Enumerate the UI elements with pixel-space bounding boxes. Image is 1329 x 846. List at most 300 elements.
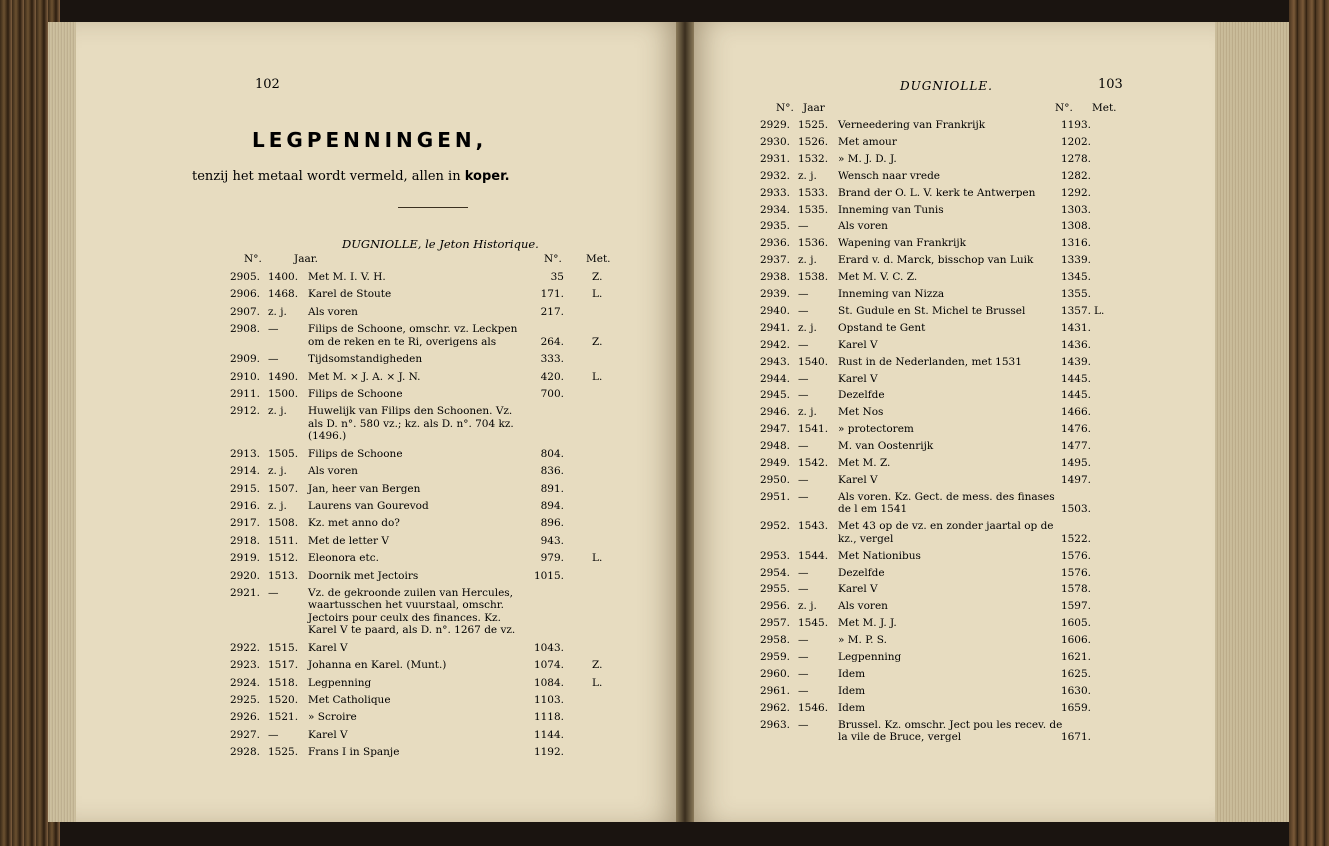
section-heading: DUGNIOLLE, le Jeton Historique. (342, 237, 539, 251)
page-subtitle (192, 169, 510, 184)
table-row (222, 659, 602, 672)
entry-description: Als voren (308, 465, 358, 478)
table-row (752, 153, 1112, 166)
entry-number: 2956. (759, 600, 790, 613)
book-gutter (676, 22, 694, 822)
entry-metal: L. (592, 552, 603, 565)
entry-reference: 1630. (1060, 684, 1091, 697)
entry-year: — (268, 586, 279, 599)
entry-reference: 1445. (1060, 372, 1091, 385)
table-row (752, 550, 1112, 563)
entry-number: 2955. (759, 583, 790, 596)
entry-description: Brand der O. L. V. kerk te Antwerpen (838, 186, 1036, 199)
entry-reference: 1193. (1060, 119, 1091, 131)
entry-description: Karel V (308, 641, 348, 654)
entry-description: Brussel. Kz. omschr. Ject pou les recev. de la vile de Bruce, vergel (838, 718, 1063, 744)
entry-description: Idem (838, 701, 866, 714)
table-row (222, 288, 602, 301)
table-row (752, 685, 1112, 698)
entry-reference: 1431. (1060, 321, 1091, 334)
table-row (752, 170, 1112, 183)
entry-number: 2962. (759, 701, 790, 714)
table-row (222, 587, 602, 637)
entry-number: 2961. (759, 684, 790, 697)
entry-metal: L. (592, 676, 603, 689)
entry-year: z. j. (268, 405, 287, 418)
entry-number: 2908. (229, 323, 260, 336)
entry-number: 2907. (229, 305, 260, 318)
entry-year: 1543. (798, 520, 829, 533)
table-row (222, 448, 602, 461)
entry-description: Verneedering van Frankrijk (838, 119, 986, 131)
entry-number: 2913. (229, 447, 260, 460)
entry-description: Inneming van Tunis (838, 203, 944, 216)
entry-reference: 894. (540, 499, 564, 512)
entry-description: » Scroire (308, 711, 357, 724)
entry-number: 2926. (229, 711, 260, 724)
entry-number: 2929. (759, 119, 790, 131)
entry-description: Karel V (838, 583, 878, 596)
entry-number: 2923. (229, 659, 260, 672)
table-row (752, 339, 1112, 352)
entry-number: 2933. (759, 186, 790, 199)
entry-year: 1546. (798, 701, 829, 714)
header-metal-left: Met. (586, 253, 611, 265)
table-row (752, 474, 1112, 487)
entry-number: 2957. (759, 617, 790, 630)
entry-metal: Z. (592, 335, 603, 348)
entry-description: Opstand te Gent (838, 321, 926, 334)
entry-number: 2938. (759, 271, 790, 284)
entry-description: Als voren (308, 305, 358, 318)
table-row (222, 746, 602, 759)
table-row (752, 305, 1112, 318)
entry-year: 1520. (268, 694, 299, 706)
entry-number: 2917. (229, 517, 260, 530)
entry-reference: 333. (540, 353, 564, 366)
table-row (752, 237, 1112, 250)
table-row (752, 520, 1112, 545)
entry-number: 2948. (759, 440, 790, 453)
entry-reference: 1576. (1060, 566, 1091, 579)
entry-year: — (798, 583, 809, 596)
entry-reference: 1659. (1060, 701, 1091, 714)
table-row (752, 204, 1112, 217)
table-row (752, 634, 1112, 647)
entry-description: Met amour (838, 135, 897, 148)
table-row (752, 220, 1112, 233)
entry-year: — (798, 490, 809, 503)
entry-reference: 1625. (1060, 667, 1091, 680)
entry-year: — (798, 440, 809, 453)
entry-description: Karel V (838, 473, 878, 486)
entry-reference: 1308. (1060, 220, 1091, 233)
header-no-left: N°. (244, 253, 262, 265)
entry-year: 1545. (798, 617, 829, 630)
entry-number: 2905. (229, 271, 260, 283)
entry-description: Idem (838, 667, 866, 680)
entry-metal: L. (592, 370, 603, 383)
entry-reference: 1605. (1060, 617, 1091, 630)
entry-reference: 217. (540, 305, 564, 318)
page-number-left: 102 (255, 77, 280, 92)
entry-reference: 1015. (533, 569, 564, 582)
entry-reference: 1282. (1060, 169, 1091, 182)
entry-description: Filips de Schoone, omschr. vz. Leckpen om de reken en te Ri, overigens als (308, 323, 518, 348)
entry-year: 1518. (268, 676, 299, 689)
entry-description: St. Gudule en St. Michel te Brussel (838, 304, 1026, 317)
header-no-right: N°. (776, 102, 794, 114)
entry-reference: 1606. (1060, 634, 1091, 647)
table-row (752, 583, 1112, 596)
entry-year: 1400. (268, 271, 299, 283)
header-year-right: Jaar (803, 102, 825, 114)
entry-number: 2943. (759, 355, 790, 368)
table-row (752, 702, 1112, 715)
entry-year: — (798, 372, 809, 385)
entry-year: z. j. (798, 169, 817, 182)
entry-reference: 1043. (533, 641, 564, 654)
table-row (752, 136, 1112, 149)
entry-number: 2920. (229, 569, 260, 582)
table-row (752, 600, 1112, 613)
entry-year: — (798, 338, 809, 351)
table-row (222, 729, 602, 742)
table-row (752, 288, 1112, 301)
entry-reference: 1202. (1060, 135, 1091, 148)
entry-reference: 1144. (533, 728, 564, 741)
header-year-left: Jaar. (294, 253, 318, 265)
entry-description: Dezelfde (838, 389, 885, 402)
entry-number: 2958. (759, 634, 790, 647)
entry-year: z. j. (268, 465, 287, 478)
entry-description: Vz. de gekroonde zuilen van Hercules, waartusschen het vuurstaal, omschr. Jectoirs pour ceulx des finances. Kz. Karel V te paard, als D. n°. 1267 de vz. (308, 586, 516, 637)
entry-description: Met Catholique (308, 694, 391, 706)
table-row (752, 254, 1112, 267)
entry-number: 2959. (759, 651, 790, 663)
entry-description: Laurens van Gourevod (308, 499, 429, 512)
entry-description: Karel V (308, 728, 348, 741)
entry-year: 1507. (268, 482, 299, 495)
entry-description: Met Nationibus (838, 549, 921, 562)
entry-number: 2914. (229, 465, 260, 478)
entry-year: 1540. (798, 355, 829, 368)
entry-year: — (798, 684, 809, 697)
entry-number: 2944. (759, 372, 790, 385)
entry-number: 2950. (759, 473, 790, 486)
entry-reference: 1522. (1060, 532, 1091, 545)
entry-number: 2940. (759, 304, 790, 317)
entry-year: — (798, 220, 809, 233)
entry-reference: 1477. (1060, 440, 1091, 453)
page-title: LEGPENNINGEN, (252, 128, 488, 152)
entry-year: z. j. (798, 321, 817, 334)
table-row (222, 483, 602, 496)
entry-number: 2946. (759, 406, 790, 419)
entry-reference: 1597. (1060, 600, 1091, 613)
entry-year: 1505. (268, 447, 299, 460)
table-row (222, 694, 602, 707)
table-row (222, 642, 602, 655)
entry-reference: 896. (540, 517, 564, 530)
table-row (752, 668, 1112, 681)
entry-year: 1538. (798, 271, 829, 284)
entry-description: Doornik met Jectoirs (308, 569, 419, 582)
entry-description: Inneming van Nizza (838, 288, 945, 300)
entry-metal: L. (592, 288, 603, 301)
entry-description: Legpenning (838, 651, 902, 663)
entry-year: 1525. (268, 746, 299, 759)
entry-description: Filips de Schoone (308, 447, 403, 460)
entry-description: Als voren. Kz. Gect. de mess. des finases de l em 1541 (838, 490, 1055, 516)
entry-number: 2909. (229, 353, 260, 366)
entry-year: 1525. (798, 119, 829, 131)
entry-year: — (798, 473, 809, 486)
table-row (752, 567, 1112, 580)
table-row (752, 406, 1112, 419)
table-row (752, 373, 1112, 386)
table-row (752, 491, 1112, 516)
entry-year: — (798, 566, 809, 579)
entry-reference: 1074. (533, 659, 564, 672)
table-row (222, 323, 602, 348)
entry-description: Johanna en Karel. (Munt.) (308, 659, 447, 672)
entry-reference: 1497. (1060, 473, 1091, 486)
entry-reference: 264. (540, 335, 564, 348)
entry-number: 2941. (759, 321, 790, 334)
table-row (752, 389, 1112, 402)
entry-reference: 836. (540, 465, 564, 478)
entry-year: — (798, 304, 809, 317)
entry-description: Dezelfde (838, 566, 885, 579)
entry-description: Met M. J. J. (838, 617, 897, 630)
entry-year: 1521. (268, 711, 299, 724)
entry-description: Wensch naar vrede (838, 169, 941, 182)
book-binding-right (1289, 0, 1329, 846)
entry-description: Tijdsomstandigheden (308, 353, 423, 366)
entry-number: 2922. (229, 641, 260, 654)
entry-year: 1508. (268, 517, 299, 530)
entry-reference: 979. (540, 552, 564, 565)
table-row (752, 457, 1112, 470)
entry-description: Met M. Z. (838, 457, 891, 469)
table-row (752, 119, 1112, 132)
entry-year: 1513. (268, 569, 299, 582)
entry-year: z. j. (798, 600, 817, 613)
entry-reference: 804. (540, 447, 564, 460)
entry-reference: 1316. (1060, 237, 1091, 250)
entry-number: 2949. (759, 457, 790, 469)
header-ref-left: N°. (544, 253, 562, 265)
entry-reference: 1339. (1060, 254, 1091, 267)
entry-description: Met M. V. C. Z. (838, 271, 918, 284)
page-edges-right (1210, 22, 1290, 822)
entry-year: 1490. (268, 370, 299, 383)
table-row (752, 651, 1112, 664)
entry-reference: 1621. (1060, 651, 1091, 663)
entry-number: 2919. (229, 552, 260, 565)
entry-year: 1517. (268, 659, 299, 672)
entry-reference: 891. (540, 482, 564, 495)
entry-year: — (798, 389, 809, 402)
table-row (222, 405, 602, 443)
entry-description: Met 43 op de vz. en zonder jaartal op de kz., vergel (838, 520, 1054, 545)
subtitle-text: tenzij het metaal wordt vermeld, allen in (192, 169, 461, 184)
entry-number: 2924. (229, 676, 260, 689)
entry-reference: 943. (540, 534, 564, 547)
entry-number: 2915. (229, 482, 260, 495)
entry-year: — (268, 728, 279, 741)
table-row (752, 271, 1112, 284)
entry-reference: 1355. (1060, 288, 1091, 300)
entry-metal: L. (1094, 304, 1105, 317)
entry-year: 1512. (268, 552, 299, 565)
entry-description: Karel de Stoute (308, 288, 392, 301)
entry-year: 1542. (798, 457, 829, 469)
entry-year: 1535. (798, 203, 829, 216)
subtitle-bold: koper. (464, 169, 510, 184)
entry-year: — (798, 651, 809, 663)
entry-year: 1468. (268, 288, 299, 301)
entry-number: 2928. (229, 746, 260, 759)
page-number-right: 103 (1098, 77, 1123, 92)
entry-number: 2927. (229, 728, 260, 741)
entry-reference: 35 (550, 271, 564, 283)
entry-reference: 1466. (1060, 406, 1091, 419)
entry-number: 2912. (229, 405, 260, 418)
entry-reference: 700. (540, 387, 564, 400)
table-row (222, 677, 602, 690)
entry-reference: 1292. (1060, 186, 1091, 199)
entry-year: — (798, 667, 809, 680)
entry-reference: 1503. (1060, 503, 1091, 516)
entry-year: — (268, 323, 279, 336)
entry-reference: 1576. (1060, 549, 1091, 562)
entry-reference: 1357. (1060, 304, 1091, 317)
page-edges-left (48, 22, 78, 822)
table-row (752, 719, 1112, 744)
table-row (222, 306, 602, 319)
entry-description: Rust in de Nederlanden, met 1531 (838, 355, 1022, 368)
entry-reference: 1445. (1060, 389, 1091, 402)
entry-reference: 1345. (1060, 271, 1091, 284)
entry-number: 2947. (759, 423, 790, 436)
entry-description: Huwelijk van Filips den Schoonen. Vz. als D. n°. 580 vz.; kz. als D. n°. 704 kz. (1496.) (308, 405, 514, 443)
table-row (222, 500, 602, 513)
table-row (222, 271, 602, 284)
entry-reference: 1192. (533, 746, 564, 759)
entry-year: 1536. (798, 237, 829, 250)
entry-year: z. j. (268, 499, 287, 512)
entry-reference: 1303. (1060, 203, 1091, 216)
entry-year: 1526. (798, 135, 829, 148)
entry-description: Erard v. d. Marck, bisschop van Luik (838, 254, 1034, 267)
entry-number: 2932. (759, 169, 790, 182)
header-ref-right: N°. (1055, 102, 1073, 114)
entry-year: z. j. (798, 254, 817, 267)
entry-reference: 171. (540, 288, 564, 301)
entry-year: — (798, 634, 809, 647)
table-row (752, 423, 1112, 436)
entry-number: 2942. (759, 338, 790, 351)
entry-description: Jan, heer van Bergen (308, 482, 421, 495)
entry-description: Als voren (838, 600, 888, 613)
entry-year: — (798, 288, 809, 300)
entry-number: 2937. (759, 254, 790, 267)
table-row (752, 617, 1112, 630)
running-head: DUGNIOLLE. (900, 79, 993, 93)
entry-description: » M. J. D. J. (838, 152, 897, 165)
entry-number: 2930. (759, 135, 790, 148)
entry-number: 2921. (229, 586, 260, 599)
entry-number: 2953. (759, 549, 790, 562)
entry-number: 2951. (759, 490, 790, 503)
entry-metal: Z. (592, 659, 603, 672)
table-row (752, 356, 1112, 369)
entry-description: Eleonora etc. (308, 552, 379, 565)
entry-description: Idem (838, 684, 866, 697)
entry-year: 1500. (268, 387, 299, 400)
entry-number: 2925. (229, 694, 260, 706)
entry-description: Met de letter V (308, 534, 389, 547)
entry-year: 1511. (268, 534, 299, 547)
entry-description: Frans I in Spanje (308, 746, 400, 759)
entry-reference: 1103. (533, 694, 564, 706)
table-row (222, 465, 602, 478)
entry-description: Kz. met anno do? (308, 517, 400, 530)
entry-number: 2954. (759, 566, 790, 579)
entry-description: Karel V (838, 338, 878, 351)
entry-year: 1532. (798, 152, 829, 165)
entry-reference: 1084. (533, 676, 564, 689)
entry-description: Legpenning (308, 676, 372, 689)
entry-reference: 1118. (533, 711, 564, 724)
table-row (752, 440, 1112, 453)
table-row (752, 187, 1112, 200)
entry-number: 2918. (229, 534, 260, 547)
entry-reference: 1671. (1060, 731, 1091, 744)
entry-description: Karel V (838, 372, 878, 385)
entry-number: 2910. (229, 370, 260, 383)
table-row (222, 388, 602, 401)
entry-number: 2935. (759, 220, 790, 233)
entry-reference: 1278. (1060, 152, 1091, 165)
entry-description: » M. P. S. (838, 634, 887, 647)
entry-reference: 1439. (1060, 355, 1091, 368)
table-row (222, 371, 602, 384)
entry-number: 2952. (759, 520, 790, 533)
entry-year: 1515. (268, 641, 299, 654)
table-row (222, 570, 602, 583)
entry-reference: 1476. (1060, 423, 1091, 436)
entry-reference: 420. (540, 370, 564, 383)
entry-year: z. j. (268, 305, 287, 318)
entry-year: 1533. (798, 186, 829, 199)
entry-number: 2945. (759, 389, 790, 402)
entry-description: Wapening van Frankrijk (838, 237, 966, 250)
entry-number: 2931. (759, 152, 790, 165)
entry-reference: 1436. (1060, 338, 1091, 351)
entry-number: 2906. (229, 288, 260, 301)
header-metal-right: Met. (1092, 102, 1117, 114)
entry-number: 2960. (759, 667, 790, 680)
entry-description: Als voren (838, 220, 888, 233)
entry-year: 1541. (798, 423, 829, 436)
entry-number: 2934. (759, 203, 790, 216)
entry-description: M. van Oostenrijk (838, 440, 934, 453)
entry-description: Met M. × J. A. × J. N. (308, 370, 421, 383)
entry-number: 2963. (759, 718, 790, 731)
